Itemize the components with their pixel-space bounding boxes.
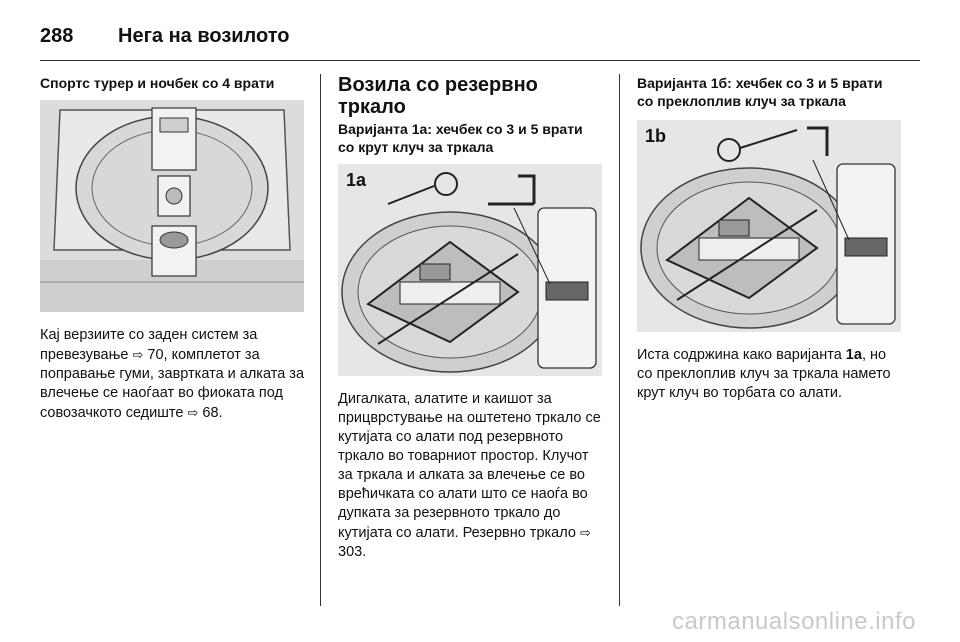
- col1-text-part1: Кај верзиите со заден систем за превезување: [40, 327, 258, 363]
- header-divider: [40, 60, 920, 61]
- col3-text-part1: Иста содржина како варијанта: [637, 347, 846, 363]
- column-divider-1: [320, 74, 321, 606]
- column-3: [637, 74, 901, 403]
- page-header: [40, 16, 920, 56]
- col1-paragraph: [40, 326, 304, 423]
- figure-label-1a: 1a: [346, 170, 367, 190]
- col3-paragraph: [637, 346, 901, 403]
- figure-label-1b: 1b: [645, 126, 667, 146]
- page-title: Нега на возилото: [118, 24, 290, 47]
- figure-variant-1b: [637, 120, 901, 332]
- column-1: [40, 74, 304, 423]
- col2-subheading: Варијанта 1а: хечбек со 3 и 5 врати со крут клуч за тркала: [338, 121, 583, 155]
- figure-sports-tourer-trunk: [40, 100, 304, 312]
- arrow-ref-icon: ⇨: [187, 405, 199, 420]
- col2-paragraph: [338, 390, 602, 562]
- col2-ref: 303.: [338, 544, 367, 560]
- col3-subheading: Варијанта 1б: хечбек со 3 и 5 врати со преклоплив клуч за тркала: [637, 75, 883, 109]
- arrow-ref-icon: ⇨: [132, 347, 144, 362]
- column-2: [338, 74, 602, 562]
- spare-wheel-tools-1b-illustration: [637, 120, 901, 332]
- col3-text-part2: , но со преклоплив клуч за тркала намето крут клуч во торбата со алати.: [637, 347, 891, 401]
- col3-bold-ref: 1а: [845, 347, 862, 363]
- arrow-ref-icon: ⇨: [579, 525, 591, 540]
- col1-text-part3: 68.: [202, 405, 223, 421]
- spare-wheel-tools-1a-illustration: [338, 164, 602, 376]
- page-number: 288: [40, 24, 74, 47]
- col1-text-part2: 70, комплетот за поправање гуми, завртката и алката за влечење се наоѓаат во фиоката под совозачкото седиште: [40, 347, 305, 421]
- trunk-floor-illustration: [40, 100, 304, 312]
- section-title: Возила со резервно тркало: [338, 74, 538, 118]
- col2-text: Дигалката, алатите и каишот за прицврстување на оштетено тркало се кутијата со алати под резервното тркало во товарниот простор. Клучот за тркала и алката за влечење се во врећичката со алати што се наоѓа во дупката за резервното тркало до кутијата со алати. Резервно тркало: [338, 391, 601, 541]
- col1-heading: Спортс турер и ночбек со 4 врати: [40, 75, 275, 91]
- figure-variant-1a: [338, 164, 602, 376]
- column-divider-2: [619, 74, 620, 606]
- watermark: carmanualsonline.info: [672, 608, 916, 635]
